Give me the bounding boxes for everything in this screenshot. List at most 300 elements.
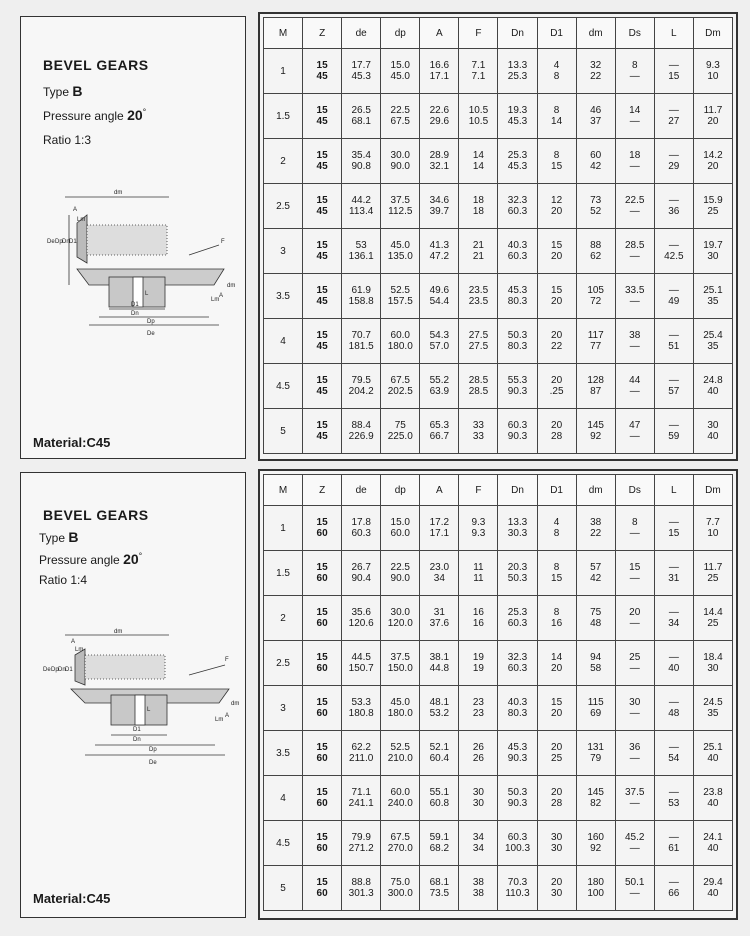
table-cell: 33: [459, 409, 498, 432]
table-cell: 20: [693, 116, 732, 139]
table-cell: 37: [576, 116, 615, 139]
material-label: Material:C45: [33, 891, 111, 906]
table-cell: 60.8: [420, 798, 459, 821]
table-cell: 8: [537, 551, 576, 574]
spec-table-ratio-1-3: [258, 12, 738, 461]
table-cell: 53.3: [342, 686, 381, 709]
table-cell: —: [615, 296, 654, 319]
col-dp: dp: [381, 475, 420, 506]
table-cell: 21: [459, 229, 498, 252]
table-row: [264, 364, 733, 387]
table-cell: 60.3: [498, 206, 537, 229]
table-cell: 40: [693, 386, 732, 409]
table-cell: 15: [537, 161, 576, 184]
table-cell: 68.1: [342, 116, 381, 139]
table-cell: 40: [654, 663, 693, 686]
table-cell: 60: [303, 663, 342, 686]
table-row: [264, 596, 733, 619]
table-cell: 22: [576, 71, 615, 94]
table-row: [264, 386, 733, 409]
table-cell: 20: [537, 776, 576, 799]
table-cell: 55.2: [420, 364, 459, 387]
table-cell: 30: [615, 686, 654, 709]
table-cell: 16: [537, 618, 576, 641]
table-cell: —: [654, 49, 693, 72]
pressure-label: Pressure angle: [39, 553, 120, 567]
table-cell: 48.1: [420, 686, 459, 709]
table-cell: 270.0: [381, 843, 420, 866]
table-cell: 15.0: [381, 506, 420, 529]
table-cell: 60: [303, 708, 342, 731]
table-cell: 60.4: [420, 753, 459, 776]
table-cell: 30: [693, 409, 732, 432]
table-cell: 20: [537, 663, 576, 686]
table-cell: 48: [576, 618, 615, 641]
table-cell: 120.6: [342, 618, 381, 641]
table-cell: 23.5: [459, 296, 498, 319]
table-cell: 11: [459, 573, 498, 596]
pressure-line: [43, 107, 146, 123]
table-cell: 30: [693, 663, 732, 686]
table-cell: 90.0: [381, 573, 420, 596]
label-lm-right: Lm: [215, 717, 224, 723]
table-cell: 62.2: [342, 731, 381, 754]
table-cell: 12: [537, 184, 576, 207]
label-dp-bottom: Dp: [147, 319, 155, 325]
table-cell: 88.8: [342, 866, 381, 889]
table-row: [264, 71, 733, 94]
table-cell: 160: [576, 821, 615, 844]
table-cell: 20: [615, 596, 654, 619]
table-row: [264, 506, 733, 529]
label-de: De: [47, 239, 55, 245]
material-label: Material:C45: [33, 435, 111, 450]
table-cell: 136.1: [342, 251, 381, 274]
table-cell: 35.4: [342, 139, 381, 162]
table-cell: 25: [693, 573, 732, 596]
label-lm: Lm: [75, 647, 84, 653]
label-l: L: [147, 707, 151, 713]
table-cell: 50.3: [498, 319, 537, 342]
table-cell: 15.9: [693, 184, 732, 207]
table-cell: 135.0: [381, 251, 420, 274]
table-cell: 60: [303, 888, 342, 911]
table-row: [264, 731, 733, 754]
table-cell: 28.5: [459, 386, 498, 409]
table-cell: 34: [654, 618, 693, 641]
col-dm-cap: Dm: [693, 18, 732, 49]
table-cell: 22: [537, 341, 576, 364]
table-cell: 28: [537, 431, 576, 454]
label-lm: Lm: [77, 217, 86, 223]
table-cell: 37.6: [420, 618, 459, 641]
pressure-line: [39, 551, 142, 567]
table-cell: 75.0: [381, 866, 420, 889]
table-row: [264, 641, 733, 664]
table-row: [264, 161, 733, 184]
ratio-line: [43, 133, 91, 147]
col-dm-cap: Dm: [693, 475, 732, 506]
table-cell: 8: [537, 94, 576, 117]
table-cell: 45: [303, 251, 342, 274]
table-cell: 23.0: [420, 551, 459, 574]
table-cell: 157.5: [381, 296, 420, 319]
pinion-body: [87, 225, 167, 255]
spec-table: [263, 17, 733, 454]
table-cell: 15: [303, 551, 342, 574]
table-cell: 61: [654, 843, 693, 866]
table-row: [264, 251, 733, 274]
table-cell: 7.1: [459, 71, 498, 94]
table-cell: 181.5: [342, 341, 381, 364]
table-cell: 15: [303, 94, 342, 117]
table-cell: 25.3: [498, 71, 537, 94]
module-cell: 1.5: [264, 551, 303, 596]
table-row: [264, 431, 733, 454]
table-cell: 15: [537, 573, 576, 596]
table-cell: 38: [576, 506, 615, 529]
table-cell: 15: [303, 686, 342, 709]
table-cell: 17.1: [420, 71, 459, 94]
dim-line-f: [189, 245, 219, 255]
table-cell: —: [615, 206, 654, 229]
label-a: A: [73, 207, 78, 213]
table-cell: —: [654, 596, 693, 619]
table-row: [264, 708, 733, 731]
table-cell: 94: [576, 641, 615, 664]
label-f: F: [225, 657, 229, 663]
table-cell: 15: [303, 184, 342, 207]
table-cell: —: [615, 116, 654, 139]
table-cell: 51: [654, 341, 693, 364]
table-cell: 45: [303, 296, 342, 319]
label-d1: D1: [69, 239, 77, 245]
table-cell: 110.3: [498, 888, 537, 911]
table-cell: 45.3: [498, 274, 537, 297]
label-f: F: [221, 239, 225, 245]
table-cell: 9.3: [459, 528, 498, 551]
table-cell: 15: [537, 274, 576, 297]
table-cell: 17.1: [420, 528, 459, 551]
table-cell: 15: [303, 596, 342, 619]
table-cell: 90.3: [498, 386, 537, 409]
table-cell: 44.2: [342, 184, 381, 207]
table-row: [264, 821, 733, 844]
table-cell: 60: [303, 618, 342, 641]
table-cell: 22.5: [381, 551, 420, 574]
table-cell: 57: [654, 386, 693, 409]
table-cell: 15: [303, 49, 342, 72]
table-cell: 25: [693, 206, 732, 229]
table-cell: 32.1: [420, 161, 459, 184]
table-cell: 28.5: [615, 229, 654, 252]
label-d1-bottom: D1: [133, 727, 141, 733]
label-dm-right: dm: [227, 283, 236, 289]
table-row: [264, 551, 733, 574]
table-cell: 25: [615, 641, 654, 664]
pressure-value: 20: [127, 107, 143, 123]
table-cell: —: [615, 386, 654, 409]
pressure-unit: °: [138, 551, 143, 561]
table-cell: 34: [459, 843, 498, 866]
col-dp: dp: [381, 18, 420, 49]
table-cell: 80.3: [498, 296, 537, 319]
table-cell: 30.0: [381, 596, 420, 619]
table-cell: 90.3: [498, 753, 537, 776]
table-cell: 45.0: [381, 686, 420, 709]
table-cell: 15: [654, 528, 693, 551]
pinion-teeth: [75, 649, 85, 685]
gear-bore: [135, 695, 145, 725]
table-cell: 45: [303, 116, 342, 139]
table-cell: 22.5: [381, 94, 420, 117]
table-cell: 73: [576, 184, 615, 207]
table-cell: 60.3: [342, 528, 381, 551]
module-cell: 1: [264, 506, 303, 551]
module-cell: 2.5: [264, 641, 303, 686]
table-cell: 18: [615, 139, 654, 162]
table-cell: 60.0: [381, 528, 420, 551]
table-cell: 14: [615, 94, 654, 117]
table-cell: 27.5: [459, 341, 498, 364]
label-dp: Dp: [55, 239, 63, 245]
label-a: A: [71, 639, 76, 645]
pinion-body: [85, 655, 165, 679]
table-cell: 20: [537, 409, 576, 432]
table-cell: 17.2: [420, 506, 459, 529]
col-f: F: [459, 475, 498, 506]
module-cell: 3.5: [264, 274, 303, 319]
table-cell: 50.1: [615, 866, 654, 889]
table-row: [264, 866, 733, 889]
table-cell: 67.5: [381, 821, 420, 844]
table-cell: —: [654, 229, 693, 252]
label-d1: D1: [65, 667, 73, 673]
table-cell: 55.3: [498, 364, 537, 387]
table-cell: 10.5: [459, 116, 498, 139]
table-cell: 240.0: [381, 798, 420, 821]
table-cell: 45.3: [498, 116, 537, 139]
table-cell: 25.1: [693, 274, 732, 297]
table-row: [264, 139, 733, 162]
table-cell: 15: [303, 319, 342, 342]
table-cell: 20.3: [498, 551, 537, 574]
col-de: de: [342, 475, 381, 506]
table-cell: 88: [576, 229, 615, 252]
table-cell: 180: [576, 866, 615, 889]
table-row: [264, 94, 733, 117]
table-cell: —: [654, 319, 693, 342]
module-cell: 1: [264, 49, 303, 94]
table-cell: 48: [654, 708, 693, 731]
type-value: B: [68, 529, 79, 545]
table-cell: 9.3: [693, 49, 732, 72]
col-a: A: [420, 475, 459, 506]
table-cell: 24.5: [693, 686, 732, 709]
table-cell: 60.3: [498, 618, 537, 641]
table-cell: 44.8: [420, 663, 459, 686]
module-cell: 5: [264, 409, 303, 454]
table-cell: 66.7: [420, 431, 459, 454]
table-cell: 45: [303, 431, 342, 454]
table-cell: 22: [576, 528, 615, 551]
table-cell: 28.9: [420, 139, 459, 162]
table-cell: —: [615, 528, 654, 551]
table-cell: 45.0: [381, 71, 420, 94]
table-cell: 70.7: [342, 319, 381, 342]
table-cell: 47.2: [420, 251, 459, 274]
table-cell: 15: [303, 776, 342, 799]
col-dn: Dn: [498, 475, 537, 506]
table-cell: 70.3: [498, 866, 537, 889]
table-row: [264, 49, 733, 72]
table-cell: 150.0: [381, 663, 420, 686]
label-dm: dm: [114, 190, 123, 196]
table-cell: —: [654, 731, 693, 754]
table-cell: 8: [615, 49, 654, 72]
table-cell: 15: [303, 364, 342, 387]
table-row: [264, 888, 733, 911]
module-cell: 3.5: [264, 731, 303, 776]
table-cell: 75: [576, 596, 615, 619]
ratio-value: 1:3: [74, 133, 92, 147]
table-cell: 35: [693, 708, 732, 731]
table-cell: 27: [654, 116, 693, 139]
table-cell: 77: [576, 341, 615, 364]
module-cell: 4.5: [264, 364, 303, 409]
table-row: [264, 686, 733, 709]
table-cell: —: [654, 866, 693, 889]
table-cell: 23.8: [693, 776, 732, 799]
table-cell: 33: [459, 431, 498, 454]
table-cell: —: [615, 798, 654, 821]
table-cell: 71.1: [342, 776, 381, 799]
table-cell: 45.3: [498, 161, 537, 184]
table-cell: 15: [303, 229, 342, 252]
table-cell: 14: [537, 641, 576, 664]
table-cell: 7.1: [459, 49, 498, 72]
table-cell: 30: [537, 888, 576, 911]
table-cell: 60.0: [381, 319, 420, 342]
table-cell: 15: [303, 866, 342, 889]
table-cell: 25: [537, 753, 576, 776]
table-cell: 90.4: [342, 573, 381, 596]
table-cell: 45: [303, 341, 342, 364]
table-cell: 92: [576, 431, 615, 454]
table-cell: 20: [537, 866, 576, 889]
table-row: [264, 116, 733, 139]
table-cell: 20: [537, 364, 576, 387]
table-cell: 25: [693, 618, 732, 641]
table-cell: 211.0: [342, 753, 381, 776]
table-cell: 8: [537, 71, 576, 94]
table-cell: 18.4: [693, 641, 732, 664]
table-cell: 15: [303, 506, 342, 529]
table-cell: 30: [459, 798, 498, 821]
table-cell: 30: [459, 776, 498, 799]
table-row: [264, 229, 733, 252]
table-cell: 15: [537, 686, 576, 709]
table-cell: 79.5: [342, 364, 381, 387]
table-cell: 19.3: [498, 94, 537, 117]
table-cell: —: [654, 821, 693, 844]
info-panel-ratio-1-4: [20, 472, 246, 918]
label-dm: dm: [114, 629, 123, 635]
table-cell: —: [615, 663, 654, 686]
table-cell: 20: [537, 251, 576, 274]
table-cell: 42: [576, 573, 615, 596]
module-cell: 3: [264, 686, 303, 731]
table-cell: —: [615, 753, 654, 776]
col-dn: Dn: [498, 18, 537, 49]
table-cell: 52.5: [381, 274, 420, 297]
table-cell: 301.3: [342, 888, 381, 911]
table-cell: 113.4: [342, 206, 381, 229]
table-cell: 14: [537, 116, 576, 139]
table-cell: 15: [303, 409, 342, 432]
table-row: [264, 573, 733, 596]
label-l: L: [145, 291, 149, 297]
table-cell: 67.5: [381, 364, 420, 387]
table-cell: 40: [693, 431, 732, 454]
table-cell: 30: [537, 843, 576, 866]
type-label: Type: [39, 531, 66, 545]
table-cell: —: [654, 776, 693, 799]
table-cell: 69: [576, 708, 615, 731]
table-cell: 29: [654, 161, 693, 184]
table-cell: 57.0: [420, 341, 459, 364]
table-cell: —: [654, 139, 693, 162]
table-cell: 20: [537, 731, 576, 754]
col-ds: Ds: [615, 18, 654, 49]
label-d1-bottom: D1: [131, 302, 139, 308]
table-cell: —: [615, 161, 654, 184]
table-cell: 10.5: [459, 94, 498, 117]
spec-table: [263, 474, 733, 911]
table-cell: 23: [459, 708, 498, 731]
table-cell: 90.3: [498, 431, 537, 454]
section-title: BEVEL GEARS: [43, 507, 149, 523]
table-cell: 16: [459, 596, 498, 619]
table-cell: 34.6: [420, 184, 459, 207]
table-cell: 29.4: [693, 866, 732, 889]
table-cell: 90.8: [342, 161, 381, 184]
table-cell: 46: [576, 94, 615, 117]
table-cell: 20: [537, 319, 576, 342]
table-cell: —: [615, 708, 654, 731]
table-cell: 38.1: [420, 641, 459, 664]
table-cell: 17.7: [342, 49, 381, 72]
table-cell: 180.8: [342, 708, 381, 731]
table-cell: 145: [576, 409, 615, 432]
ratio-value: 1:4: [70, 573, 88, 587]
bevel-gear-diagram: [29, 185, 239, 345]
label-de-bottom: De: [149, 760, 157, 766]
module-cell: 4: [264, 776, 303, 821]
table-cell: 32: [576, 49, 615, 72]
type-value: B: [72, 83, 83, 99]
table-cell: 13.3: [498, 49, 537, 72]
table-cell: 60.3: [498, 821, 537, 844]
table-cell: 45: [303, 386, 342, 409]
table-cell: 210.0: [381, 753, 420, 776]
table-cell: 15: [303, 821, 342, 844]
table-cell: 54.4: [420, 296, 459, 319]
table-cell: 8: [537, 139, 576, 162]
table-cell: 54: [654, 753, 693, 776]
table-cell: 29.6: [420, 116, 459, 139]
table-cell: 14: [459, 161, 498, 184]
